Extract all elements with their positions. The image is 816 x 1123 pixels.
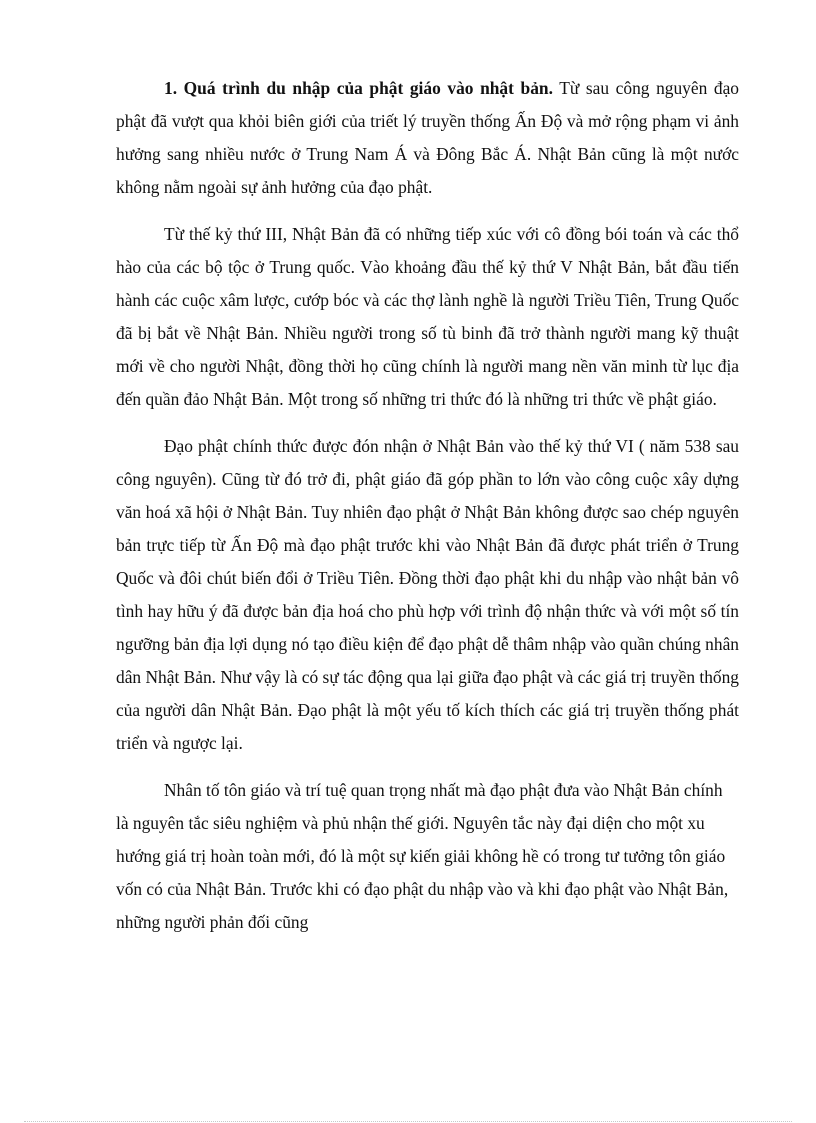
section-heading: 1. Quá trình du nhập của phật giáo vào nhật bản. <box>164 78 553 98</box>
paragraph-official-reception: Đạo phật chính thức được đón nhận ở Nhật Bản vào thế kỷ thứ VI ( năm 538 sau công nguyên). Cũng từ đó trở đi, phật giáo đã góp phần to lớn vào công cuộc xây dựng văn hoá xã hội ở Nhật Bản. Tuy nhiên đạo phật ở Nhật Bản không được sao chép nguyên bản trực tiếp từ Ấn Độ mà đạo phật trước khi vào Nhật Bản đã được phát triển ở Trung Quốc và đôi chút biến đổi ở Triều Tiên. Đồng thời đạo phật khi du nhập vào nhật bản vô tình hay hữu ý đã được bản địa hoá cho phù hợp với trình độ nhận thức và với một số tín ngưỡng bản địa lợi dụng nó tạo điều kiện để đạo phật dễ thâm nhập vào quần chúng nhân dân Nhật Bản. Như vậy là có sự tác động qua lại giữa đạo phật và các giá trị truyền thống của người dân Nhật Bản. Đạo phật là một yếu tố kích thích các giá trị truyền thống phát triển và ngược lại. <box>116 436 739 753</box>
document-body <box>116 72 739 953</box>
paragraph-intro <box>116 72 739 204</box>
paragraph-intro-text: Từ sau công nguyên đạo phật đã vượt qua khỏi biên giới của triết lý truyền thống Ấn Độ và mở rộng phạm vi ảnh hưởng sang nhiều nước ở Trung Nam Á và Đông Bắc Á. Nhật Bản cũng là một nước không nằm ngoài sự ảnh hưởng của đạo phật. <box>116 78 739 197</box>
paragraph-contact-history: Từ thế kỷ thứ III, Nhật Bản đã có những tiếp xúc với cô đồng bói toán và các thổ hào của các bộ tộc ở Trung quốc. Vào khoảng đầu thế kỷ thứ V Nhật Bản, bắt đầu tiến hành các cuộc xâm lược, cướp bóc và các thợ lành nghề là người Triều Tiên, Trung Quốc đã bị bắt về Nhật Bản. Nhiều người trong số tù binh đã trở thành người mang kỹ thuật mới về cho người Nhật, đồng thời họ cũng chính là người mang nền văn minh từ lục địa đến quần đảo Nhật Bản. Một trong số những tri thức đó là những tri thức về phật giáo. <box>116 224 739 409</box>
paragraph-religious-factor: Nhân tố tôn giáo và trí tuệ quan trọng nhất mà đạo phật đưa vào Nhật Bản chính là nguyên tắc siêu nghiệm và phủ nhận thế giới. Nguyên tắc này đại diện cho một xu hướng giá trị hoàn toàn mới, đó là một sự kiến giải không hề có trong tư tưởng tôn giáo vốn có của Nhật Bản. Trước khi có đạo phật du nhập vào và khi đạo phật vào Nhật Bản, những người phản đối cũng <box>116 780 729 932</box>
page-bottom-divider <box>24 1121 792 1122</box>
